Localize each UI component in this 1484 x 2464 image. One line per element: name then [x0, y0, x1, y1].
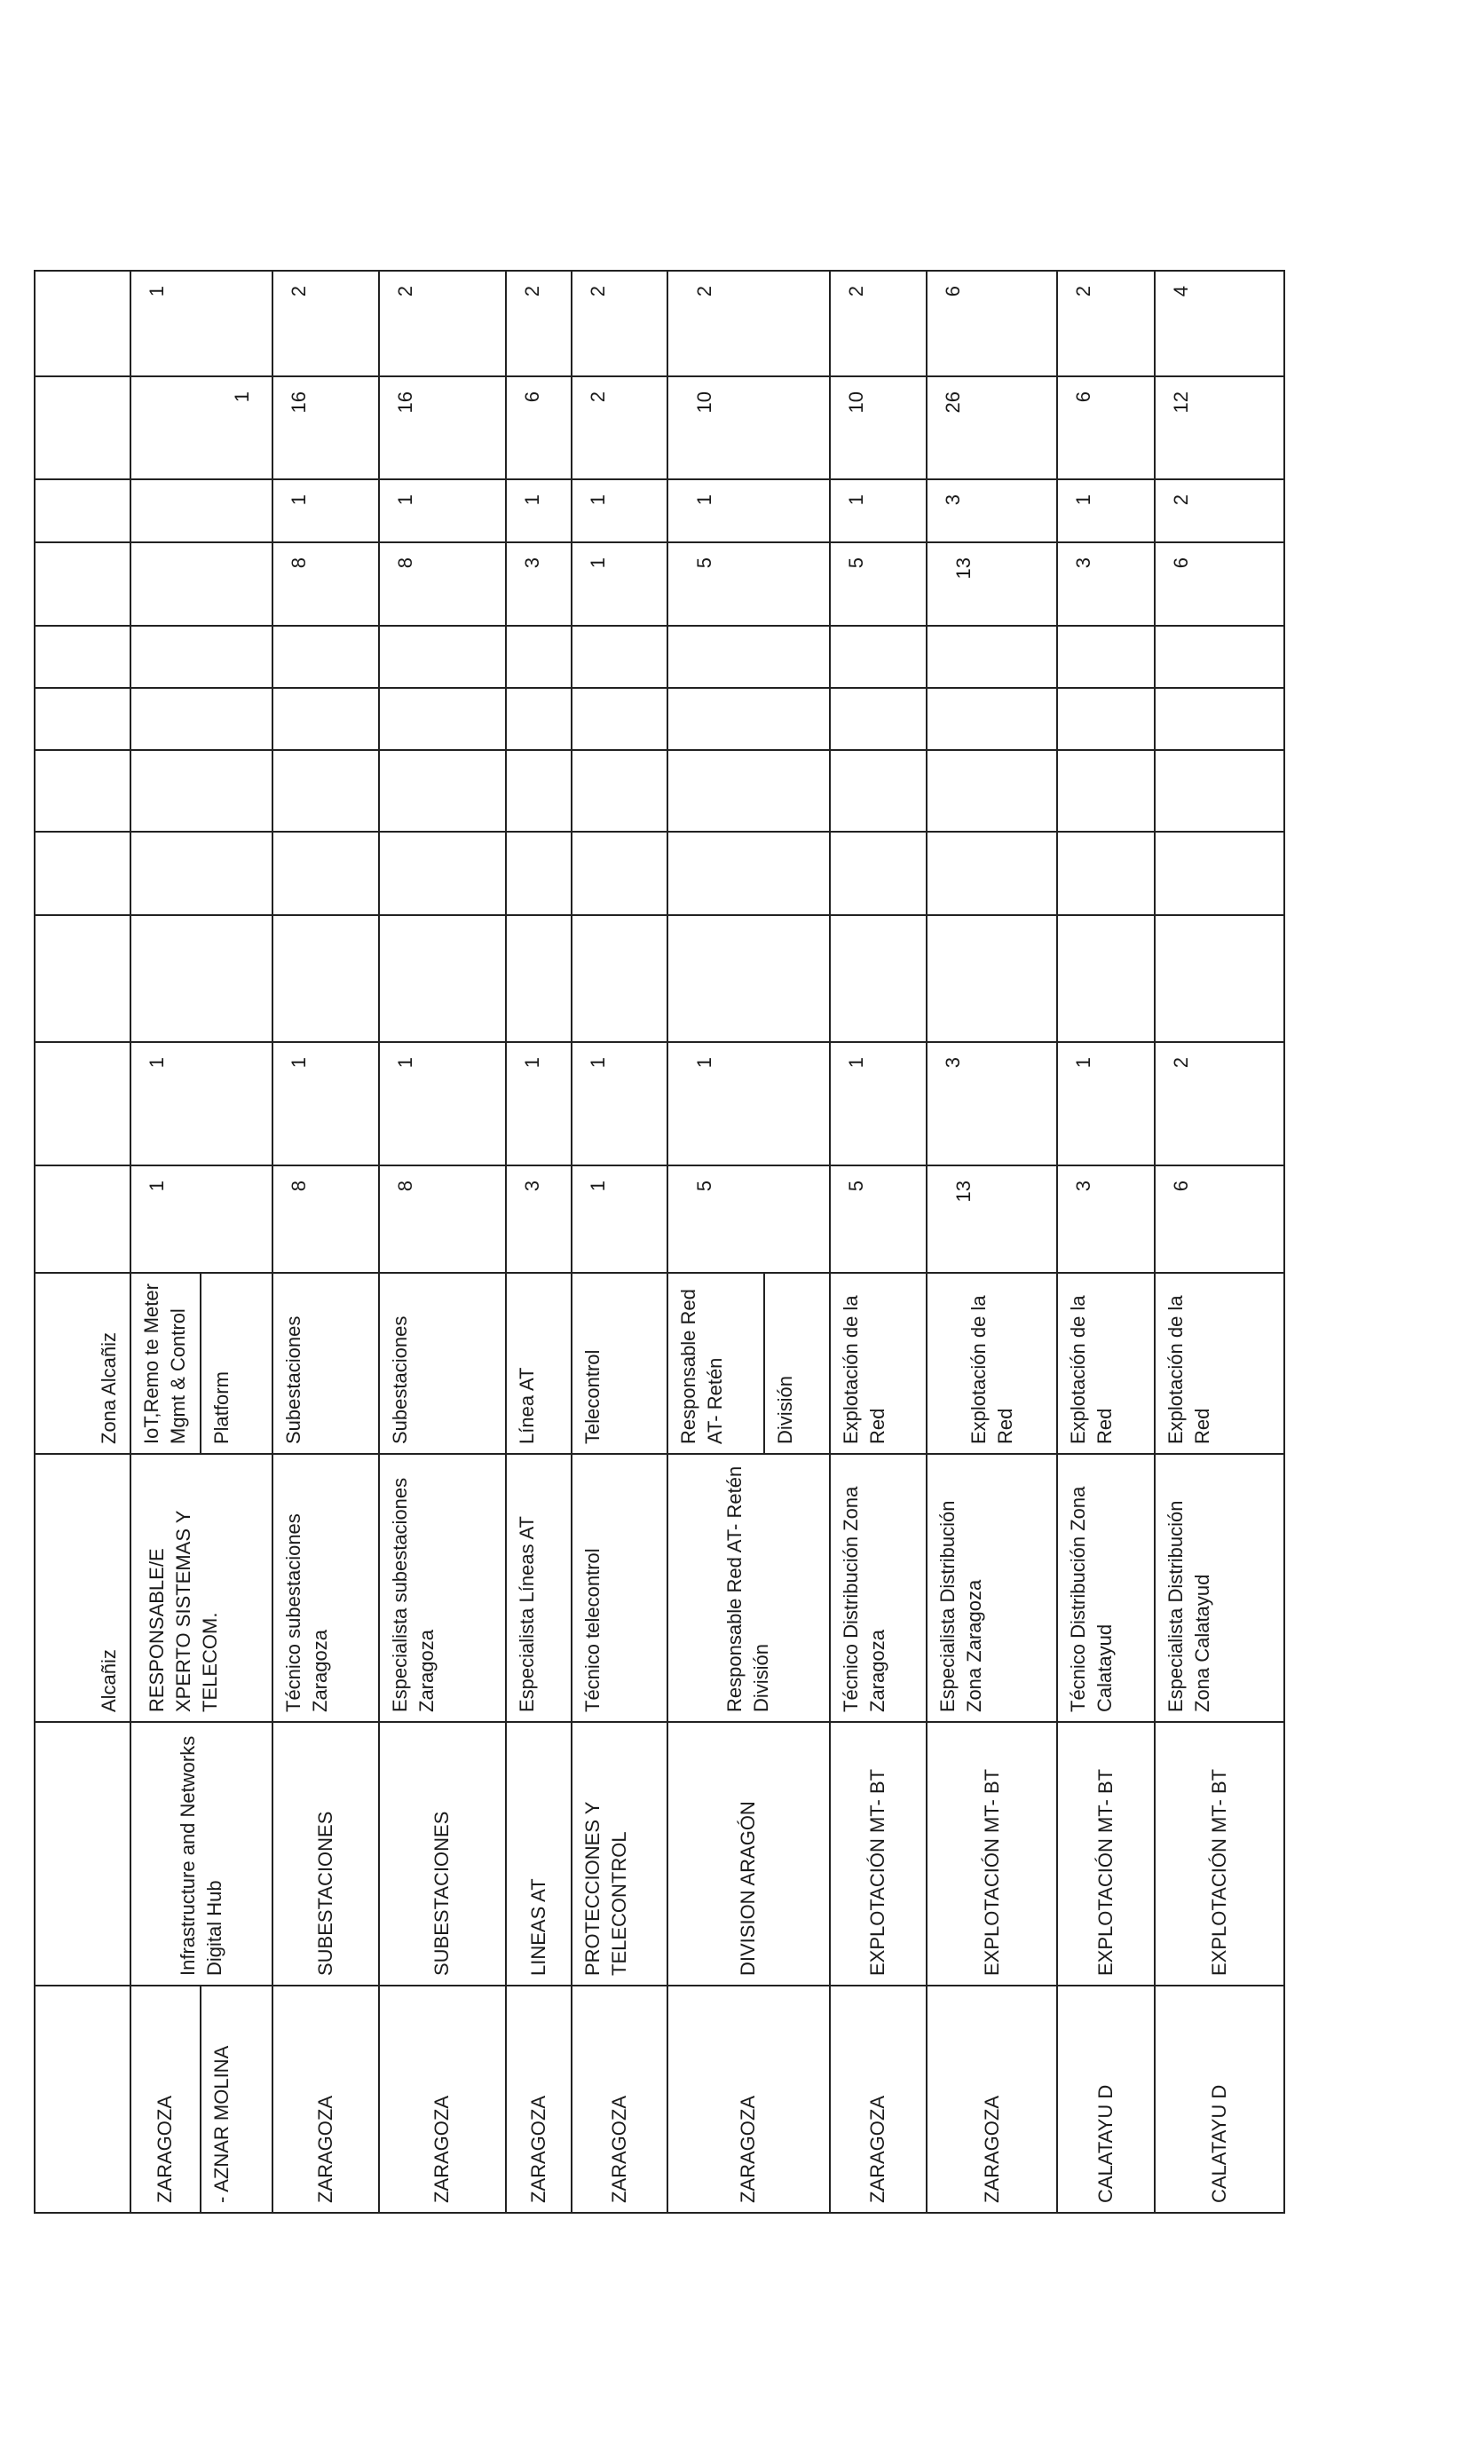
count-b: 1	[830, 1042, 928, 1165]
unit-cell: PROTECCIONES Y TELECONTROL	[572, 1722, 667, 1986]
empty-cell	[1155, 832, 1285, 915]
city-cell: CALATAYU D	[1057, 1986, 1155, 2213]
empty-cell	[506, 832, 572, 915]
unit-cell: SUBESTACIONES	[379, 1722, 505, 1986]
metric-2: 1	[506, 479, 572, 542]
empty-cell	[830, 750, 928, 832]
role-cell: Especialista Distribución Zona Calatayud	[1155, 1454, 1285, 1722]
empty-cell	[379, 688, 505, 750]
metric-last: 2	[572, 271, 667, 376]
header-cell	[35, 1722, 130, 1986]
header-cell	[35, 626, 130, 688]
unit-cell: LINEAS AT	[506, 1722, 572, 1986]
table-row	[130, 271, 201, 2213]
count-b: 1	[130, 1042, 273, 1165]
empty-cell	[272, 688, 379, 750]
header-cell	[35, 542, 130, 626]
empty-cell	[667, 750, 830, 832]
metric-last: 2	[1057, 271, 1155, 376]
count-a: 1	[572, 1165, 667, 1273]
count-b: 1	[506, 1042, 572, 1165]
area-cell: Responsable Red AT- Retén	[667, 1273, 765, 1454]
unit-cell: EXPLOTACIÓN MT- BT	[927, 1722, 1056, 1986]
metric-1: 5	[830, 542, 928, 626]
metric-1: 13	[927, 542, 1056, 626]
count-b: 2	[1155, 1042, 1285, 1165]
empty-cell	[927, 832, 1056, 915]
city-cell: ZARAGOZA	[667, 1986, 830, 2213]
metric-2: 1	[667, 479, 830, 542]
empty-cell	[572, 915, 667, 1042]
metric-3: 1	[130, 376, 273, 479]
empty-cell	[379, 750, 505, 832]
empty-cell	[572, 688, 667, 750]
metric-3: 16	[272, 376, 379, 479]
metric-2: 1	[572, 479, 667, 542]
city-cell: ZARAGOZA	[572, 1986, 667, 2213]
empty-cell	[506, 915, 572, 1042]
area-cell: Subestaciones	[379, 1273, 505, 1454]
header-cell	[35, 832, 130, 915]
metric-last: 2	[272, 271, 379, 376]
count-a: 8	[379, 1165, 505, 1273]
empty-cell	[272, 750, 379, 832]
table-row	[1155, 271, 1285, 2213]
role-cell: Responsable Red AT- Retén División	[667, 1454, 830, 1722]
count-b: 1	[272, 1042, 379, 1165]
city-cell: ZARAGOZA	[830, 1986, 928, 2213]
empty-cell	[927, 750, 1056, 832]
empty-cell	[130, 626, 273, 688]
empty-cell	[830, 915, 928, 1042]
header-cell	[35, 1165, 130, 1273]
empty-cell	[130, 915, 273, 1042]
table-row	[1057, 271, 1155, 2213]
count-b: 1	[379, 1042, 505, 1165]
area-cell: Explotación de la Red	[830, 1273, 928, 1454]
metric-3: 16	[379, 376, 505, 479]
role-cell: Técnico subestaciones Zaragoza	[272, 1454, 379, 1722]
header-cell	[35, 271, 130, 376]
header-cell	[35, 479, 130, 542]
city-cell: CALATAYU D	[1155, 1986, 1285, 2213]
count-a: 5	[667, 1165, 830, 1273]
city-cell: ZARAGOZA	[506, 1986, 572, 2213]
empty-cell	[1057, 626, 1155, 688]
city-cell: ZARAGOZA	[130, 1986, 201, 2213]
metric-last: 6	[927, 271, 1056, 376]
empty-cell	[506, 750, 572, 832]
empty-cell	[506, 688, 572, 750]
count-b: 1	[1057, 1042, 1155, 1165]
header-zona-alcaniz: Zona Alcañiz	[35, 1273, 130, 1454]
empty-cell	[667, 626, 830, 688]
unit-cell: EXPLOTACIÓN MT- BT	[1057, 1722, 1155, 1986]
empty-cell	[830, 626, 928, 688]
area-cell: Telecontrol	[572, 1273, 667, 1454]
table-row	[830, 271, 928, 2213]
city-cell: ZARAGOZA	[379, 1986, 505, 2213]
empty-cell	[667, 688, 830, 750]
metric-last: 2	[379, 271, 505, 376]
header-cell	[35, 688, 130, 750]
header-alcaniz: Alcañiz	[35, 1454, 130, 1722]
empty-cell	[1057, 832, 1155, 915]
empty-cell	[927, 626, 1056, 688]
count-a: 3	[1057, 1165, 1155, 1273]
empty-cell	[1057, 750, 1155, 832]
empty-cell	[830, 688, 928, 750]
metric-3: 12	[1155, 376, 1285, 479]
metric-1: 1	[572, 542, 667, 626]
metric-3: 10	[667, 376, 830, 479]
table-row	[572, 271, 667, 2213]
empty-cell	[927, 688, 1056, 750]
metric-2: 1	[272, 479, 379, 542]
metric-3: 26	[927, 376, 1056, 479]
header-row	[35, 271, 130, 2213]
empty-cell	[667, 832, 830, 915]
empty-cell	[572, 626, 667, 688]
area-cell: Explotación de la Red	[927, 1273, 1056, 1454]
empty-cell	[272, 626, 379, 688]
empty-cell	[1155, 688, 1285, 750]
empty-cell	[572, 750, 667, 832]
header-cell	[35, 376, 130, 479]
count-a: 6	[1155, 1165, 1285, 1273]
empty-cell	[830, 832, 928, 915]
metric-last: 1	[130, 271, 273, 376]
empty-cell	[130, 750, 273, 832]
empty-cell	[1155, 915, 1285, 1042]
metric-3: 2	[572, 376, 667, 479]
count-b: 1	[667, 1042, 830, 1165]
empty-cell	[379, 915, 505, 1042]
area-cell: Línea AT	[506, 1273, 572, 1454]
empty-cell	[379, 832, 505, 915]
role-cell: Especialista Distribución Zona Zaragoza	[927, 1454, 1056, 1722]
header-cell	[35, 915, 130, 1042]
metric-1: 3	[1057, 542, 1155, 626]
metric-2: 3	[927, 479, 1056, 542]
area-cell: Subestaciones	[272, 1273, 379, 1454]
count-a: 13	[927, 1165, 1056, 1273]
metric-1: 6	[1155, 542, 1285, 626]
header-cell	[35, 750, 130, 832]
metric-1: 8	[272, 542, 379, 626]
metric-last: 2	[830, 271, 928, 376]
metric-2: 1	[1057, 479, 1155, 542]
metric-2	[130, 479, 273, 542]
metric-2: 1	[379, 479, 505, 542]
count-a: 8	[272, 1165, 379, 1273]
empty-cell	[1057, 915, 1155, 1042]
role-cell: Técnico Distribución Zona Zaragoza	[830, 1454, 928, 1722]
city-cell: ZARAGOZA	[272, 1986, 379, 2213]
area-cell: Explotación de la Red	[1057, 1273, 1155, 1454]
empty-cell	[379, 626, 505, 688]
metric-1: 8	[379, 542, 505, 626]
header-cell	[35, 1042, 130, 1165]
city-cell: ZARAGOZA	[927, 1986, 1056, 2213]
empty-cell	[272, 915, 379, 1042]
unit-cell: EXPLOTACIÓN MT- BT	[1155, 1722, 1285, 1986]
table-row	[272, 271, 379, 2213]
count-a: 3	[506, 1165, 572, 1273]
metric-3: 10	[830, 376, 928, 479]
table-row	[667, 271, 765, 2213]
metric-last: 2	[506, 271, 572, 376]
unit-cell: Infrastructure and Networks Digital Hub	[130, 1722, 273, 1986]
rotated-page	[0, 272, 1251, 2214]
unit-cell: DIVISION ARAGÓN	[667, 1722, 830, 1986]
empty-cell	[667, 915, 830, 1042]
count-a: 5	[830, 1165, 928, 1273]
count-a: 1	[130, 1165, 273, 1273]
metric-3: 6	[506, 376, 572, 479]
empty-cell	[927, 915, 1056, 1042]
role-cell: Especialista subestaciones Zaragoza	[379, 1454, 505, 1722]
city-sub-cell: - AZNAR MOLINA	[201, 1986, 272, 2213]
empty-cell	[130, 832, 273, 915]
table-row	[927, 271, 1056, 2213]
metric-2: 1	[830, 479, 928, 542]
area-sub-cell: División	[764, 1273, 829, 1454]
empty-cell	[1155, 626, 1285, 688]
empty-cell	[506, 626, 572, 688]
header-cell	[35, 1986, 130, 2213]
unit-cell: SUBESTACIONES	[272, 1722, 379, 1986]
count-b: 3	[927, 1042, 1056, 1165]
area-sub-cell: Platform	[201, 1273, 272, 1454]
empty-cell	[272, 832, 379, 915]
empty-cell	[1155, 750, 1285, 832]
role-cell: Especialista Líneas AT	[506, 1454, 572, 1722]
metric-1: 5	[667, 542, 830, 626]
empty-cell	[130, 688, 273, 750]
role-cell: Técnico telecontrol	[572, 1454, 667, 1722]
role-cell: Técnico Distribución Zona Calatayud	[1057, 1454, 1155, 1722]
metric-last: 2	[667, 271, 830, 376]
metric-1	[130, 542, 273, 626]
metric-last: 4	[1155, 271, 1285, 376]
metric-3: 6	[1057, 376, 1155, 479]
area-cell: Explotación de la Red	[1155, 1273, 1285, 1454]
role-cell: RESPONSABLE/E XPERTO SISTEMAS Y TELECOM.	[130, 1454, 273, 1722]
unit-cell: EXPLOTACIÓN MT- BT	[830, 1722, 928, 1986]
metric-2: 2	[1155, 479, 1285, 542]
table-row	[379, 271, 505, 2213]
metric-1: 3	[506, 542, 572, 626]
table-row	[506, 271, 572, 2213]
empty-cell	[1057, 688, 1155, 750]
count-b: 1	[572, 1042, 667, 1165]
staffing-table	[34, 270, 1285, 2214]
empty-cell	[572, 832, 667, 915]
area-cell: IoT,Remo te Meter Mgmt & Control	[130, 1273, 201, 1454]
